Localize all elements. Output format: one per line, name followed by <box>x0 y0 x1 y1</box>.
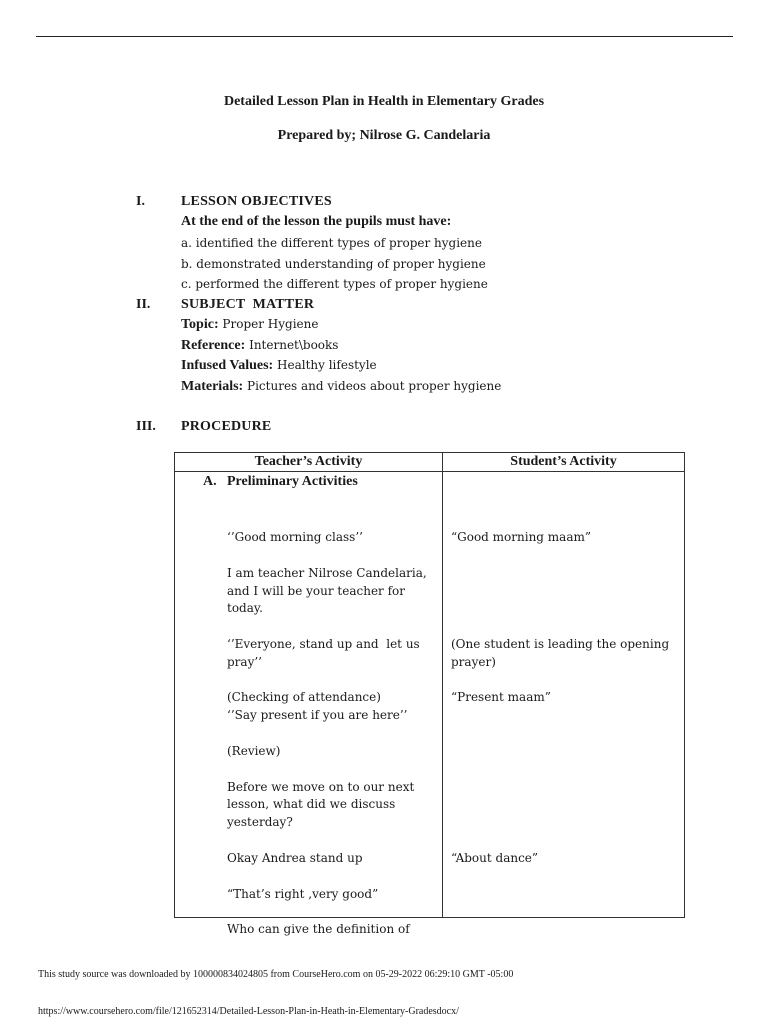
section-3-heading: PROCEDURE <box>181 419 272 434</box>
field-value: Internet\books <box>245 338 339 352</box>
student-line: “About dance” <box>451 851 539 865</box>
prepared-by: Prepared by; Nilrose G. Candelaria <box>277 128 491 143</box>
field-label: Topic: <box>181 317 219 332</box>
teacher-line: Before we move on to our next <box>227 780 415 794</box>
student-line: (One student is leading the opening <box>451 637 670 651</box>
section-2-number: II. <box>136 297 151 312</box>
field-label: Reference: <box>181 338 246 353</box>
field-value: Healthy lifestyle <box>273 358 377 372</box>
teacher-line: (Checking of attendance) <box>227 690 381 704</box>
table-header-row <box>175 453 685 472</box>
teacher-line: I am teacher Nilrose Candelaria, <box>227 566 427 580</box>
subject-field-values <box>181 358 377 374</box>
field-value: Pictures and videos about proper hygiene <box>243 379 502 393</box>
section-letter: A. <box>203 474 217 489</box>
teacher-activity-cell <box>175 472 443 936</box>
table-row <box>175 472 685 918</box>
teacher-activity-header: Teacher’s Activity <box>175 453 443 472</box>
objective-item: b. demonstrated understanding of proper hygiene <box>181 257 486 271</box>
teacher-line: ‘’Everyone, stand up and let us <box>227 637 420 651</box>
subject-field-materials <box>181 379 501 395</box>
subject-field-reference <box>181 338 338 354</box>
subject-field-topic <box>181 317 319 333</box>
student-line: “Good morning maam” <box>451 530 591 544</box>
teacher-line: “That’s right ,very good” <box>227 887 379 901</box>
field-value: Proper Hygiene <box>218 317 319 331</box>
source-url[interactable]: https://www.coursehero.com/file/121652314/Detailed-Lesson-Plan-in-Heath-in-Elementary-Gradesdocx/ <box>38 1006 459 1017</box>
teacher-line: today. <box>227 601 263 615</box>
teacher-line: lesson, what did we discuss <box>227 797 396 811</box>
student-line: “Present maam” <box>451 690 551 704</box>
student-activity-header: Student’s Activity <box>443 453 685 472</box>
field-label: Infused Values: <box>181 358 274 373</box>
student-activity-cell <box>443 472 685 918</box>
procedure-table <box>174 452 685 936</box>
download-note: This study source was downloaded by 100000834024805 from CourseHero.com on 05-29-2022 06:29:10 GMT -05:00 <box>38 969 514 980</box>
objective-item: c. performed the different types of proper hygiene <box>181 277 488 291</box>
section-1-number: I. <box>136 194 145 209</box>
section-2-heading: SUBJECT MATTER <box>181 297 315 312</box>
teacher-line: Who can give the definition of <box>227 922 410 936</box>
document-title: Detailed Lesson Plan in Health in Elementary Grades <box>223 94 545 109</box>
objective-item: a. identified the different types of proper hygiene <box>181 236 482 250</box>
student-line: prayer) <box>451 655 496 669</box>
teacher-line: ‘’Say present if you are here’’ <box>227 708 408 722</box>
teacher-line: Okay Andrea stand up <box>227 851 363 865</box>
teacher-line: pray’’ <box>227 655 262 669</box>
section-1-heading: LESSON OBJECTIVES <box>181 194 332 209</box>
section-3-number: III. <box>136 419 156 434</box>
teacher-line: yesterday? <box>227 815 293 829</box>
teacher-line: (Review) <box>227 744 281 758</box>
preliminary-activities-heading: Preliminary Activities <box>227 474 358 489</box>
teacher-line: and I will be your teacher for <box>227 584 405 598</box>
teacher-line: ‘’Good morning class’’ <box>227 530 363 544</box>
header-rule <box>36 36 733 37</box>
objectives-intro: At the end of the lesson the pupils must have: <box>181 214 452 229</box>
field-label: Materials: <box>181 379 244 394</box>
